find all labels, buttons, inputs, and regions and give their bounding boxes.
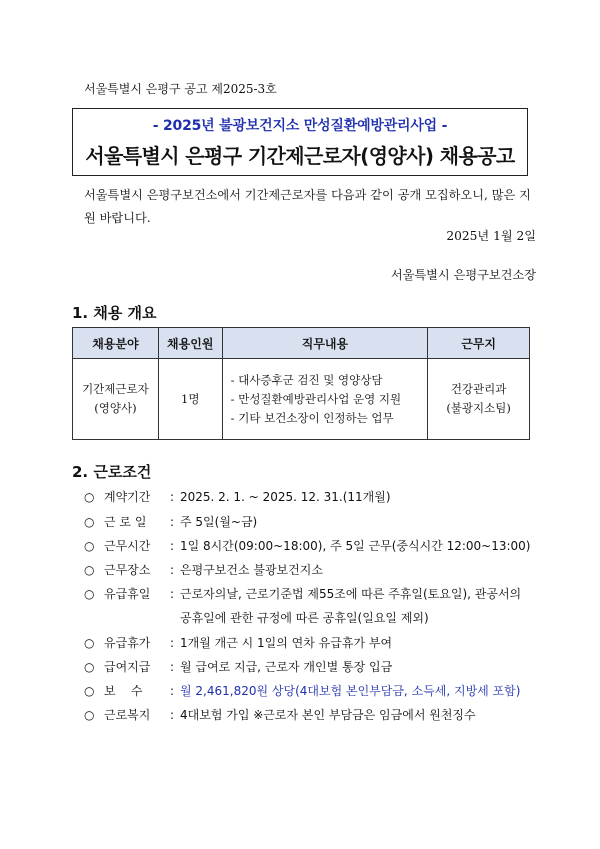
condition-label: 근무장소 <box>104 563 151 577</box>
condition-paid-holidays: ○ 유급휴일 : 근로자의날, 근로기준법 제55조에 따른 주휴일(토요일), 관공서의 <box>84 587 522 601</box>
circle-bullet-icon: ○ <box>84 563 95 577</box>
condition-label: 근무시간 <box>104 539 151 553</box>
issuing-organization: 서울특별시 은평구보건소장 <box>390 268 536 282</box>
condition-value: 은평구보건소 불광보건지소 <box>180 563 323 577</box>
condition-label: 유급휴가 <box>104 636 151 650</box>
intro-text: 서울특별시 은평구보건소에서 기간제근로자를 다음과 같이 공개 모집하오니, 많은 지원 바랍니다. <box>84 188 531 225</box>
condition-welfare: ○ 근로복지 : 4대보험 가입 ※근로자 본인 부담금은 임금에서 원천징수 <box>84 708 476 722</box>
condition-work-days: ○ 근 로 일 : 주 5일(월~금) <box>84 515 258 529</box>
title-box <box>72 108 528 176</box>
cell-place <box>428 359 530 440</box>
circle-bullet-icon: ○ <box>84 587 95 601</box>
field-line: (영양사) <box>94 401 137 415</box>
place-line: (불광지소팀) <box>446 401 511 415</box>
condition-value: 1개월 개근 시 1일의 연차 유급휴가 부여 <box>180 636 393 650</box>
circle-bullet-icon: ○ <box>84 660 95 674</box>
notice-number: 서울특별시 은평구 공고 제2025-3호 <box>84 82 277 96</box>
col-header-place: 근무지 <box>428 328 530 359</box>
condition-continuation: 공휴일에 관한 규정에 따른 공휴일(일요일 제외) <box>180 611 429 625</box>
table-row <box>73 359 530 440</box>
condition-label: 보 수 <box>104 684 143 698</box>
col-header-duties: 직무내용 <box>222 328 428 359</box>
duty-item: - 대사증후군 검진 및 영양상담 <box>230 372 383 387</box>
place-line: 건강관리과 <box>450 382 507 396</box>
condition-value: 2025. 2. 1. ~ 2025. 12. 31.(11개월) <box>180 490 391 504</box>
condition-label: 유급휴일 <box>104 587 151 601</box>
main-title: 서울특별시 은평구 기간제근로자(영양사) 채용공고 <box>85 144 515 168</box>
condition-label: 근 로 일 <box>104 515 147 529</box>
col-header-field: 채용분야 <box>73 328 159 359</box>
condition-value: 4대보험 가입 ※근로자 본인 부담금은 임금에서 원천징수 <box>180 708 476 722</box>
duty-item: - 만성질환예방관리사업 운영 지원 <box>230 391 402 406</box>
condition-value: 월 2,461,820원 상당(4대보험 본인부담금, 소득세, 지방세 포함) <box>180 684 521 698</box>
table-header-row <box>73 328 530 359</box>
section2-heading: 2. 근로조건 <box>72 463 152 481</box>
hiring-overview-table <box>72 327 530 440</box>
condition-pay-method: ○ 급여지급 : 월 급여로 지급, 근로자 개인별 통장 입금 <box>84 660 393 674</box>
condition-value: 주 5일(월~금) <box>180 515 258 529</box>
condition-paid-leave: ○ 유급휴가 : 1개월 개근 시 1일의 연차 유급휴가 부여 <box>84 636 393 650</box>
circle-bullet-icon: ○ <box>84 636 95 650</box>
col-header-count: 채용인원 <box>158 328 222 359</box>
cell-duties <box>222 359 428 440</box>
condition-contract-period: ○ 계약기간 : 2025. 2. 1. ~ 2025. 12. 31.(11개월) <box>84 490 391 504</box>
circle-bullet-icon: ○ <box>84 684 95 698</box>
sub-title: - 2025년 불광보건지소 만성질환예방관리사업 - <box>152 118 448 134</box>
circle-bullet-icon: ○ <box>84 490 95 504</box>
condition-salary: ○ 보 수 : 월 2,461,820원 상당(4대보험 본인부담금, 소득세, 지방세 포함) <box>84 684 521 698</box>
section1-heading: 1. 채용 개요 <box>72 304 157 322</box>
circle-bullet-icon: ○ <box>84 539 95 553</box>
circle-bullet-icon: ○ <box>84 515 95 529</box>
duty-item: - 기타 보건소장이 인정하는 업무 <box>230 410 394 425</box>
cell-count: 1명 <box>158 359 222 440</box>
notice-date: 2025년 1월 2일 <box>446 229 536 243</box>
cell-field <box>73 359 159 440</box>
field-line: 기간제근로자 <box>82 382 149 396</box>
condition-value: 근로자의날, 근로기준법 제55조에 따른 주휴일(토요일), 관공서의 <box>180 587 522 601</box>
condition-label: 근로복지 <box>104 708 151 722</box>
condition-label: 계약기간 <box>104 490 151 504</box>
circle-bullet-icon: ○ <box>84 708 95 722</box>
condition-work-place: ○ 근무장소 : 은평구보건소 불광보건지소 <box>84 563 323 577</box>
condition-value: 1일 8시간(09:00~18:00), 주 5일 근무(중식시간 12:00~13:00) <box>180 539 531 553</box>
condition-work-hours: ○ 근무시간 : 1일 8시간(09:00~18:00), 주 5일 근무(중식시간 12:00~13:00) <box>84 539 531 553</box>
condition-label: 급여지급 <box>104 660 151 674</box>
condition-value: 월 급여로 지급, 근로자 개인별 통장 입금 <box>180 660 393 674</box>
